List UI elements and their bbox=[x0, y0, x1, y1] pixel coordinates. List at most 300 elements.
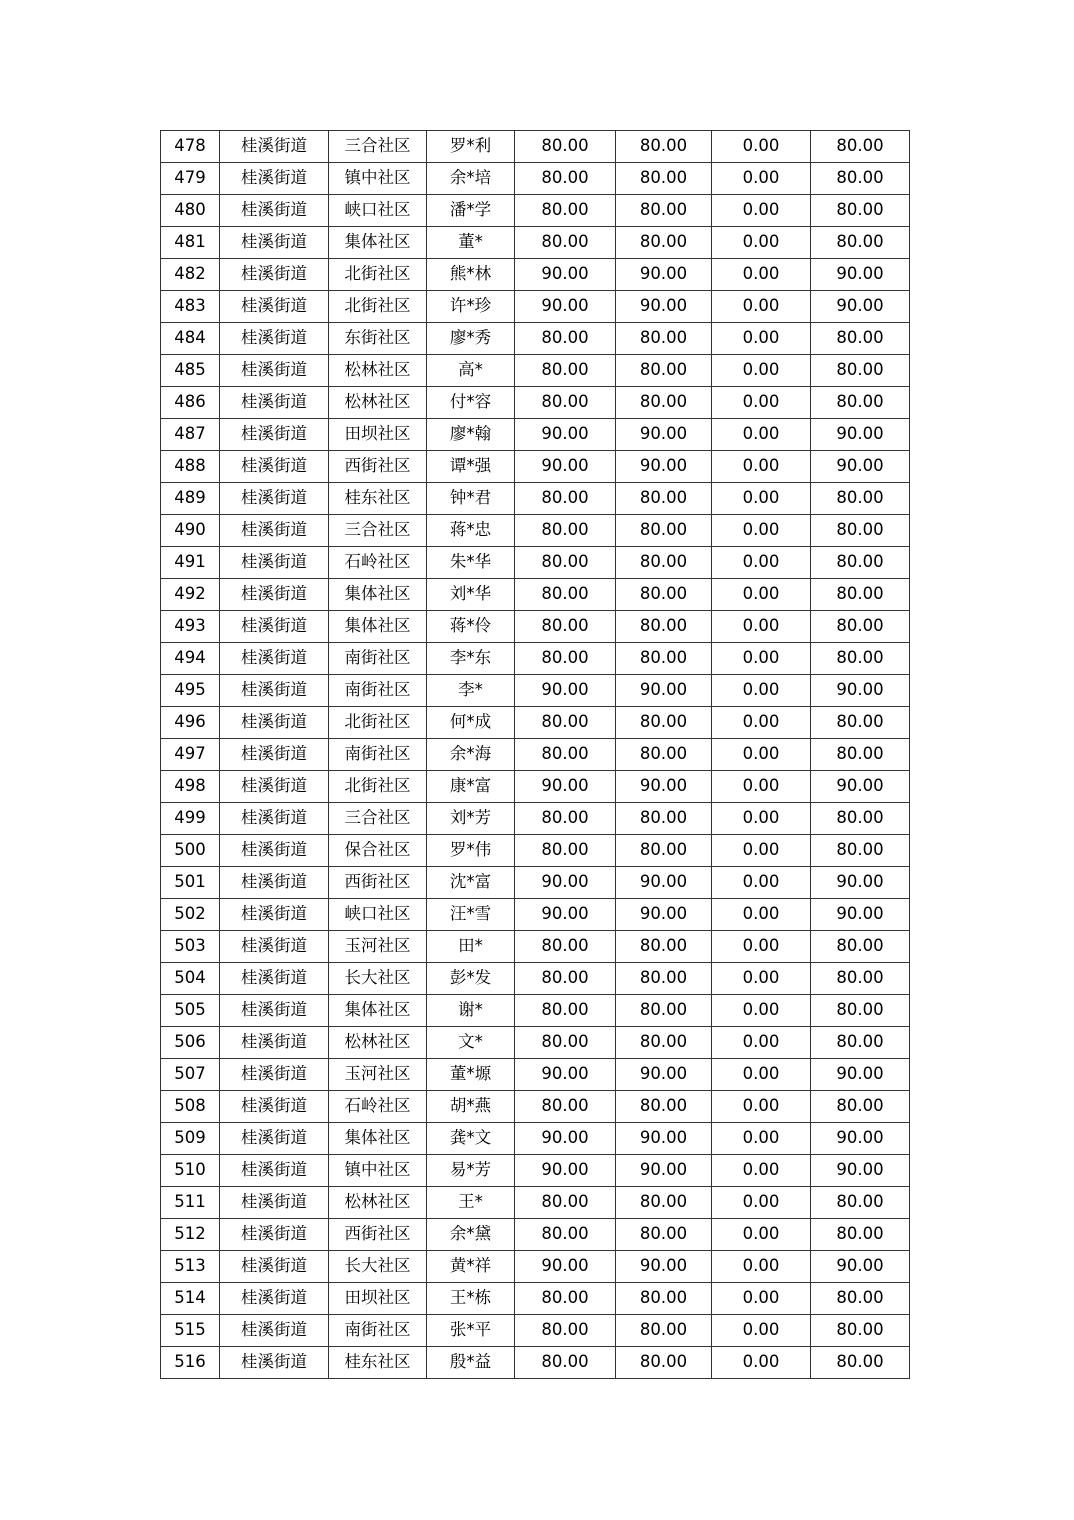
row-index: 479 bbox=[161, 163, 220, 195]
table-row bbox=[161, 1187, 910, 1219]
street-cell: 桂溪街道 bbox=[220, 931, 329, 963]
name-cell: 蒋*忠 bbox=[427, 515, 515, 547]
value-cell-4: 80.00 bbox=[811, 1315, 910, 1347]
value-cell-2: 80.00 bbox=[616, 547, 712, 579]
value-cell-1: 80.00 bbox=[515, 323, 616, 355]
table-row bbox=[161, 419, 910, 451]
value-cell-2: 90.00 bbox=[616, 1155, 712, 1187]
row-index: 513 bbox=[161, 1251, 220, 1283]
community-cell: 田坝社区 bbox=[329, 1283, 427, 1315]
value-cell-4: 80.00 bbox=[811, 483, 910, 515]
value-cell-1: 90.00 bbox=[515, 419, 616, 451]
name-cell: 谢* bbox=[427, 995, 515, 1027]
value-cell-3: 0.00 bbox=[712, 547, 811, 579]
value-cell-1: 90.00 bbox=[515, 291, 616, 323]
table-row bbox=[161, 451, 910, 483]
street-cell: 桂溪街道 bbox=[220, 1315, 329, 1347]
value-cell-2: 90.00 bbox=[616, 867, 712, 899]
street-cell: 桂溪街道 bbox=[220, 643, 329, 675]
value-cell-3: 0.00 bbox=[712, 355, 811, 387]
row-index: 498 bbox=[161, 771, 220, 803]
name-cell: 何*成 bbox=[427, 707, 515, 739]
value-cell-2: 90.00 bbox=[616, 1251, 712, 1283]
value-cell-3: 0.00 bbox=[712, 227, 811, 259]
community-cell: 南街社区 bbox=[329, 675, 427, 707]
value-cell-4: 80.00 bbox=[811, 963, 910, 995]
table-row bbox=[161, 1155, 910, 1187]
community-cell: 三合社区 bbox=[329, 803, 427, 835]
name-cell: 刘*芳 bbox=[427, 803, 515, 835]
community-cell: 集体社区 bbox=[329, 1123, 427, 1155]
table-row bbox=[161, 1219, 910, 1251]
value-cell-3: 0.00 bbox=[712, 1155, 811, 1187]
value-cell-1: 80.00 bbox=[515, 707, 616, 739]
value-cell-3: 0.00 bbox=[712, 963, 811, 995]
row-index: 490 bbox=[161, 515, 220, 547]
value-cell-3: 0.00 bbox=[712, 611, 811, 643]
row-index: 487 bbox=[161, 419, 220, 451]
value-cell-1: 80.00 bbox=[515, 483, 616, 515]
street-cell: 桂溪街道 bbox=[220, 131, 329, 163]
row-index: 512 bbox=[161, 1219, 220, 1251]
row-index: 505 bbox=[161, 995, 220, 1027]
street-cell: 桂溪街道 bbox=[220, 1123, 329, 1155]
community-cell: 保合社区 bbox=[329, 835, 427, 867]
community-cell: 北街社区 bbox=[329, 771, 427, 803]
community-cell: 玉河社区 bbox=[329, 1059, 427, 1091]
name-cell: 余*海 bbox=[427, 739, 515, 771]
table-row bbox=[161, 227, 910, 259]
name-cell: 殷*益 bbox=[427, 1347, 515, 1379]
street-cell: 桂溪街道 bbox=[220, 483, 329, 515]
street-cell: 桂溪街道 bbox=[220, 515, 329, 547]
value-cell-1: 80.00 bbox=[515, 611, 616, 643]
community-cell: 镇中社区 bbox=[329, 163, 427, 195]
value-cell-2: 80.00 bbox=[616, 195, 712, 227]
value-cell-3: 0.00 bbox=[712, 387, 811, 419]
row-index: 489 bbox=[161, 483, 220, 515]
value-cell-3: 0.00 bbox=[712, 1187, 811, 1219]
row-index: 493 bbox=[161, 611, 220, 643]
name-cell: 汪*雪 bbox=[427, 899, 515, 931]
row-index: 502 bbox=[161, 899, 220, 931]
value-cell-4: 80.00 bbox=[811, 323, 910, 355]
table-row bbox=[161, 579, 910, 611]
value-cell-4: 90.00 bbox=[811, 675, 910, 707]
street-cell: 桂溪街道 bbox=[220, 451, 329, 483]
community-cell: 镇中社区 bbox=[329, 1155, 427, 1187]
value-cell-3: 0.00 bbox=[712, 707, 811, 739]
row-index: 481 bbox=[161, 227, 220, 259]
row-index: 494 bbox=[161, 643, 220, 675]
value-cell-2: 90.00 bbox=[616, 1059, 712, 1091]
row-index: 488 bbox=[161, 451, 220, 483]
table-row bbox=[161, 1251, 910, 1283]
name-cell: 沈*富 bbox=[427, 867, 515, 899]
value-cell-1: 80.00 bbox=[515, 643, 616, 675]
value-cell-1: 80.00 bbox=[515, 1091, 616, 1123]
value-cell-2: 90.00 bbox=[616, 771, 712, 803]
street-cell: 桂溪街道 bbox=[220, 611, 329, 643]
name-cell: 康*富 bbox=[427, 771, 515, 803]
value-cell-1: 80.00 bbox=[515, 931, 616, 963]
table-row bbox=[161, 995, 910, 1027]
table-row bbox=[161, 163, 910, 195]
value-cell-2: 80.00 bbox=[616, 1315, 712, 1347]
value-cell-4: 80.00 bbox=[811, 835, 910, 867]
community-cell: 峡口社区 bbox=[329, 899, 427, 931]
value-cell-3: 0.00 bbox=[712, 515, 811, 547]
name-cell: 王* bbox=[427, 1187, 515, 1219]
value-cell-2: 80.00 bbox=[616, 931, 712, 963]
value-cell-1: 80.00 bbox=[515, 739, 616, 771]
value-cell-4: 80.00 bbox=[811, 163, 910, 195]
value-cell-1: 90.00 bbox=[515, 675, 616, 707]
street-cell: 桂溪街道 bbox=[220, 579, 329, 611]
name-cell: 李*东 bbox=[427, 643, 515, 675]
value-cell-2: 80.00 bbox=[616, 1187, 712, 1219]
value-cell-2: 80.00 bbox=[616, 1283, 712, 1315]
street-cell: 桂溪街道 bbox=[220, 1059, 329, 1091]
community-cell: 南街社区 bbox=[329, 739, 427, 771]
table-row bbox=[161, 675, 910, 707]
value-cell-2: 80.00 bbox=[616, 515, 712, 547]
value-cell-3: 0.00 bbox=[712, 323, 811, 355]
value-cell-2: 80.00 bbox=[616, 707, 712, 739]
table-row bbox=[161, 1091, 910, 1123]
community-cell: 集体社区 bbox=[329, 995, 427, 1027]
value-cell-3: 0.00 bbox=[712, 195, 811, 227]
table-row bbox=[161, 739, 910, 771]
value-cell-3: 0.00 bbox=[712, 131, 811, 163]
value-cell-2: 90.00 bbox=[616, 419, 712, 451]
value-cell-4: 80.00 bbox=[811, 643, 910, 675]
value-cell-3: 0.00 bbox=[712, 899, 811, 931]
community-cell: 长大社区 bbox=[329, 963, 427, 995]
value-cell-3: 0.00 bbox=[712, 1027, 811, 1059]
community-cell: 北街社区 bbox=[329, 259, 427, 291]
value-cell-4: 90.00 bbox=[811, 419, 910, 451]
row-index: 503 bbox=[161, 931, 220, 963]
value-cell-4: 80.00 bbox=[811, 611, 910, 643]
value-cell-4: 90.00 bbox=[811, 771, 910, 803]
value-cell-2: 80.00 bbox=[616, 963, 712, 995]
row-index: 491 bbox=[161, 547, 220, 579]
street-cell: 桂溪街道 bbox=[220, 547, 329, 579]
community-cell: 玉河社区 bbox=[329, 931, 427, 963]
value-cell-2: 80.00 bbox=[616, 1219, 712, 1251]
row-index: 506 bbox=[161, 1027, 220, 1059]
street-cell: 桂溪街道 bbox=[220, 1187, 329, 1219]
community-cell: 石岭社区 bbox=[329, 547, 427, 579]
value-cell-2: 80.00 bbox=[616, 579, 712, 611]
value-cell-1: 80.00 bbox=[515, 163, 616, 195]
name-cell: 彭*发 bbox=[427, 963, 515, 995]
table-row bbox=[161, 835, 910, 867]
community-cell: 西街社区 bbox=[329, 451, 427, 483]
table-row bbox=[161, 195, 910, 227]
value-cell-1: 80.00 bbox=[515, 1315, 616, 1347]
value-cell-1: 90.00 bbox=[515, 771, 616, 803]
value-cell-1: 80.00 bbox=[515, 1187, 616, 1219]
row-index: 496 bbox=[161, 707, 220, 739]
table-row bbox=[161, 547, 910, 579]
table-row bbox=[161, 1315, 910, 1347]
value-cell-2: 90.00 bbox=[616, 675, 712, 707]
table-row bbox=[161, 707, 910, 739]
community-cell: 松林社区 bbox=[329, 1187, 427, 1219]
value-cell-3: 0.00 bbox=[712, 995, 811, 1027]
community-cell: 集体社区 bbox=[329, 227, 427, 259]
value-cell-4: 80.00 bbox=[811, 1283, 910, 1315]
value-cell-4: 80.00 bbox=[811, 803, 910, 835]
table-row bbox=[161, 483, 910, 515]
table-row bbox=[161, 131, 910, 163]
value-cell-3: 0.00 bbox=[712, 291, 811, 323]
street-cell: 桂溪街道 bbox=[220, 1283, 329, 1315]
value-cell-2: 90.00 bbox=[616, 1123, 712, 1155]
value-cell-3: 0.00 bbox=[712, 675, 811, 707]
community-cell: 北街社区 bbox=[329, 291, 427, 323]
value-cell-1: 90.00 bbox=[515, 259, 616, 291]
street-cell: 桂溪街道 bbox=[220, 195, 329, 227]
table-row bbox=[161, 899, 910, 931]
value-cell-2: 80.00 bbox=[616, 131, 712, 163]
row-index: 497 bbox=[161, 739, 220, 771]
value-cell-4: 80.00 bbox=[811, 1091, 910, 1123]
value-cell-2: 80.00 bbox=[616, 643, 712, 675]
value-cell-4: 80.00 bbox=[811, 931, 910, 963]
value-cell-3: 0.00 bbox=[712, 1123, 811, 1155]
row-index: 485 bbox=[161, 355, 220, 387]
row-index: 495 bbox=[161, 675, 220, 707]
name-cell: 蒋*伶 bbox=[427, 611, 515, 643]
table-row bbox=[161, 963, 910, 995]
table-row bbox=[161, 291, 910, 323]
value-cell-4: 90.00 bbox=[811, 867, 910, 899]
street-cell: 桂溪街道 bbox=[220, 387, 329, 419]
table-row bbox=[161, 1027, 910, 1059]
value-cell-4: 80.00 bbox=[811, 515, 910, 547]
value-cell-4: 80.00 bbox=[811, 995, 910, 1027]
row-index: 480 bbox=[161, 195, 220, 227]
row-index: 486 bbox=[161, 387, 220, 419]
street-cell: 桂溪街道 bbox=[220, 995, 329, 1027]
value-cell-3: 0.00 bbox=[712, 643, 811, 675]
value-cell-4: 80.00 bbox=[811, 355, 910, 387]
value-cell-2: 80.00 bbox=[616, 611, 712, 643]
street-cell: 桂溪街道 bbox=[220, 803, 329, 835]
row-index: 483 bbox=[161, 291, 220, 323]
table-row bbox=[161, 323, 910, 355]
value-cell-2: 80.00 bbox=[616, 1347, 712, 1379]
table-row bbox=[161, 771, 910, 803]
street-cell: 桂溪街道 bbox=[220, 1251, 329, 1283]
value-cell-1: 80.00 bbox=[515, 1347, 616, 1379]
name-cell: 潘*学 bbox=[427, 195, 515, 227]
value-cell-1: 80.00 bbox=[515, 227, 616, 259]
value-cell-4: 90.00 bbox=[811, 1123, 910, 1155]
row-index: 504 bbox=[161, 963, 220, 995]
name-cell: 高* bbox=[427, 355, 515, 387]
street-cell: 桂溪街道 bbox=[220, 163, 329, 195]
table-row bbox=[161, 803, 910, 835]
name-cell: 钟*君 bbox=[427, 483, 515, 515]
value-cell-4: 80.00 bbox=[811, 227, 910, 259]
value-cell-2: 80.00 bbox=[616, 323, 712, 355]
value-cell-4: 90.00 bbox=[811, 451, 910, 483]
street-cell: 桂溪街道 bbox=[220, 323, 329, 355]
value-cell-4: 80.00 bbox=[811, 579, 910, 611]
row-index: 507 bbox=[161, 1059, 220, 1091]
street-cell: 桂溪街道 bbox=[220, 1091, 329, 1123]
value-cell-3: 0.00 bbox=[712, 1091, 811, 1123]
street-cell: 桂溪街道 bbox=[220, 771, 329, 803]
value-cell-4: 80.00 bbox=[811, 387, 910, 419]
value-cell-4: 80.00 bbox=[811, 195, 910, 227]
community-cell: 松林社区 bbox=[329, 387, 427, 419]
community-cell: 桂东社区 bbox=[329, 1347, 427, 1379]
row-index: 492 bbox=[161, 579, 220, 611]
community-cell: 西街社区 bbox=[329, 867, 427, 899]
community-cell: 桂东社区 bbox=[329, 483, 427, 515]
value-cell-2: 80.00 bbox=[616, 355, 712, 387]
row-index: 484 bbox=[161, 323, 220, 355]
name-cell: 张*平 bbox=[427, 1315, 515, 1347]
value-cell-4: 80.00 bbox=[811, 1187, 910, 1219]
value-cell-4: 80.00 bbox=[811, 739, 910, 771]
name-cell: 余*黛 bbox=[427, 1219, 515, 1251]
value-cell-2: 80.00 bbox=[616, 227, 712, 259]
row-index: 516 bbox=[161, 1347, 220, 1379]
name-cell: 田* bbox=[427, 931, 515, 963]
name-cell: 文* bbox=[427, 1027, 515, 1059]
value-cell-3: 0.00 bbox=[712, 1315, 811, 1347]
value-cell-1: 80.00 bbox=[515, 195, 616, 227]
value-cell-3: 0.00 bbox=[712, 1283, 811, 1315]
value-cell-1: 90.00 bbox=[515, 451, 616, 483]
value-cell-2: 80.00 bbox=[616, 483, 712, 515]
value-cell-3: 0.00 bbox=[712, 1219, 811, 1251]
table-row bbox=[161, 867, 910, 899]
value-cell-4: 90.00 bbox=[811, 1251, 910, 1283]
row-index: 501 bbox=[161, 867, 220, 899]
value-cell-1: 80.00 bbox=[515, 1283, 616, 1315]
name-cell: 熊*林 bbox=[427, 259, 515, 291]
table-row bbox=[161, 611, 910, 643]
value-cell-1: 90.00 bbox=[515, 1059, 616, 1091]
community-cell: 长大社区 bbox=[329, 1251, 427, 1283]
name-cell: 易*芳 bbox=[427, 1155, 515, 1187]
value-cell-1: 90.00 bbox=[515, 1123, 616, 1155]
community-cell: 南街社区 bbox=[329, 1315, 427, 1347]
name-cell: 余*培 bbox=[427, 163, 515, 195]
value-cell-3: 0.00 bbox=[712, 1251, 811, 1283]
row-index: 510 bbox=[161, 1155, 220, 1187]
name-cell: 李* bbox=[427, 675, 515, 707]
name-cell: 王*栋 bbox=[427, 1283, 515, 1315]
street-cell: 桂溪街道 bbox=[220, 707, 329, 739]
community-cell: 南街社区 bbox=[329, 643, 427, 675]
value-cell-1: 90.00 bbox=[515, 1251, 616, 1283]
value-cell-2: 90.00 bbox=[616, 899, 712, 931]
value-cell-2: 90.00 bbox=[616, 451, 712, 483]
name-cell: 廖*秀 bbox=[427, 323, 515, 355]
name-cell: 董* bbox=[427, 227, 515, 259]
street-cell: 桂溪街道 bbox=[220, 963, 329, 995]
value-cell-4: 90.00 bbox=[811, 1155, 910, 1187]
value-cell-1: 80.00 bbox=[515, 579, 616, 611]
name-cell: 刘*华 bbox=[427, 579, 515, 611]
value-cell-4: 80.00 bbox=[811, 547, 910, 579]
value-cell-3: 0.00 bbox=[712, 867, 811, 899]
value-cell-3: 0.00 bbox=[712, 451, 811, 483]
name-cell: 罗*利 bbox=[427, 131, 515, 163]
street-cell: 桂溪街道 bbox=[220, 675, 329, 707]
value-cell-3: 0.00 bbox=[712, 163, 811, 195]
value-cell-1: 80.00 bbox=[515, 387, 616, 419]
table-row bbox=[161, 931, 910, 963]
name-cell: 朱*华 bbox=[427, 547, 515, 579]
value-cell-1: 90.00 bbox=[515, 899, 616, 931]
table-row bbox=[161, 1283, 910, 1315]
value-cell-1: 80.00 bbox=[515, 355, 616, 387]
value-cell-3: 0.00 bbox=[712, 259, 811, 291]
name-cell: 付*容 bbox=[427, 387, 515, 419]
community-cell: 西街社区 bbox=[329, 1219, 427, 1251]
table-row bbox=[161, 1347, 910, 1379]
community-cell: 松林社区 bbox=[329, 355, 427, 387]
value-cell-4: 90.00 bbox=[811, 259, 910, 291]
row-index: 482 bbox=[161, 259, 220, 291]
value-cell-4: 90.00 bbox=[811, 899, 910, 931]
street-cell: 桂溪街道 bbox=[220, 899, 329, 931]
community-cell: 峡口社区 bbox=[329, 195, 427, 227]
community-cell: 田坝社区 bbox=[329, 419, 427, 451]
value-cell-1: 80.00 bbox=[515, 1027, 616, 1059]
value-cell-1: 80.00 bbox=[515, 515, 616, 547]
value-cell-1: 80.00 bbox=[515, 131, 616, 163]
community-cell: 松林社区 bbox=[329, 1027, 427, 1059]
value-cell-1: 80.00 bbox=[515, 803, 616, 835]
street-cell: 桂溪街道 bbox=[220, 259, 329, 291]
value-cell-2: 90.00 bbox=[616, 259, 712, 291]
street-cell: 桂溪街道 bbox=[220, 1219, 329, 1251]
name-cell: 董*塬 bbox=[427, 1059, 515, 1091]
community-cell: 三合社区 bbox=[329, 515, 427, 547]
community-cell: 集体社区 bbox=[329, 611, 427, 643]
value-cell-2: 80.00 bbox=[616, 803, 712, 835]
value-cell-2: 80.00 bbox=[616, 163, 712, 195]
street-cell: 桂溪街道 bbox=[220, 419, 329, 451]
name-cell: 廖*翰 bbox=[427, 419, 515, 451]
row-index: 508 bbox=[161, 1091, 220, 1123]
value-cell-3: 0.00 bbox=[712, 803, 811, 835]
street-cell: 桂溪街道 bbox=[220, 835, 329, 867]
community-cell: 三合社区 bbox=[329, 131, 427, 163]
value-cell-4: 80.00 bbox=[811, 131, 910, 163]
name-cell: 黄*祥 bbox=[427, 1251, 515, 1283]
value-cell-1: 80.00 bbox=[515, 963, 616, 995]
value-cell-3: 0.00 bbox=[712, 1059, 811, 1091]
street-cell: 桂溪街道 bbox=[220, 227, 329, 259]
street-cell: 桂溪街道 bbox=[220, 867, 329, 899]
value-cell-2: 80.00 bbox=[616, 1091, 712, 1123]
value-cell-3: 0.00 bbox=[712, 771, 811, 803]
community-cell: 石岭社区 bbox=[329, 1091, 427, 1123]
row-index: 514 bbox=[161, 1283, 220, 1315]
name-cell: 许*珍 bbox=[427, 291, 515, 323]
